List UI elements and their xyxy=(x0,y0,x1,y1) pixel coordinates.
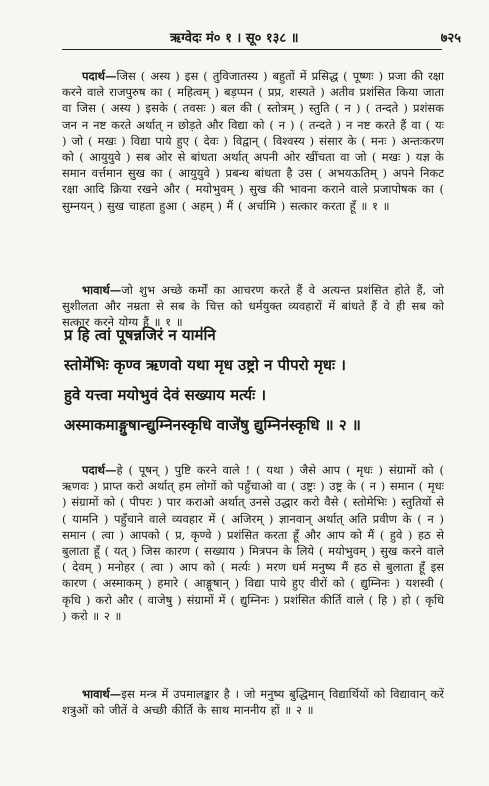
header-rule xyxy=(62,49,442,50)
padartha-1-lead: पदार्थ— xyxy=(82,69,117,83)
bhavartha-2 xyxy=(62,686,444,756)
page-number: ७२५ xyxy=(440,31,461,46)
bhavartha-1-lead: भावार्थ— xyxy=(82,283,122,297)
padartha-2-lead: पदार्थ— xyxy=(82,463,117,477)
bhavartha-2-text: इस मन्त्र में उपमालङ्कार है । जो मनुष्य बुद्धिमान् विद्यार्थियों को विद्यावान् करें शत्रुओं को जीतें वे अच्छी कीर्ति के साथ माननीय हों ॥ २ ॥ xyxy=(62,687,444,718)
padartha-1-text: जिस ( अस्य ) इस ( तुविजातस्य ) बहुतों में प्रसिद्ध ( पूष्णः ) प्रजा की रक्षा करने वाले राजपुरुष का ( महित्वम् ) बड़प्पन ( प्रप्र, शस्यते ) अतीव प्रशंसित किया जाता वा जिस ( अस्य ) इसके ( तवसः ) बल की ( स्तोत्रम् ) स्तुति ( न ) ( तन्दते ) प्रशंसक जन न नष्ट करते अर्थात् न छोड़ते और विद्या को ( न ) ( तन्दते ) न नष्ट करते हैं वा ( यः ) जो ( मखः ) विद्या पाये हुए ( देवः ) विद्वान् ( विश्वस्य ) संसार के ( मनः ) अन्तःकरण को ( आयुयुवे ) सब ओर से बांधता अर्थात् अपनी ओर खींचता वा जो ( मखः ) यज्ञ के समान वर्त्तमान सुख का ( आयुयुवे ) प्रबन्ध बांधता है उस ( अभयऊतिम् ) अपने निकट रक्षा आदि क्रिया रखने और ( मयोभुवम् ) सुख की भावना कराने वाले प्रजापोषक का ( सुम्नयन् ) सुख चाहता हुआ ( अहम् ) मैं ( अर्चामि ) सत्कार करता हूँ ॥ १ ॥ xyxy=(62,69,444,213)
mantra-line: प्र हि त्वां पूषन्नजिरं न याम॑नि xyxy=(64,326,216,344)
mantra-verse xyxy=(64,320,454,440)
mantra-line: स्तोमे॑भिः कृण्व ऋणवो यथा मृध उष्ट्रो न पीपरो मृधः । xyxy=(64,356,346,374)
bhavartha-1-text: जो शुभ अच्छे कर्मों का आचरण करते हैं वे अत्यन्त प्रशंसित होते हैं, जो सुशीलता और नम्रता से सब के चित्त को धर्मयुक्त व्यवहारों में बांधते हैं वे ही सब को सत्कार करने योग्य हैं ॥ १ ॥ xyxy=(62,283,444,330)
running-title: ऋग्वेदः मं० १ । सू० १३८ ॥ xyxy=(170,31,299,46)
padartha-2 xyxy=(62,462,444,682)
mantra-line: हुवे यत्त्वा मयोभुवं देवं सख्याय मर्त्यः । xyxy=(64,386,267,404)
mantra-line: अस्माकमाङ्गुषान्द्युम्निनस्कृधि वाजे॑षु द्युम्निन॑स्कृधि ॥ २ ॥ xyxy=(64,416,361,434)
bhavartha-2-lead: भावार्थ— xyxy=(82,687,122,701)
padartha-1 xyxy=(62,68,444,280)
padartha-2-text: हे ( पूषन् ) पुष्टि करने वाले ! ( यथा ) जैसे आप ( मृधः ) संग्रामों को ( ऋणवः ) प्राप्त करो अर्थात् हम लोगों को पहुँचाओ वा ( उष्ट्रः ) उष्ट्र के ( न ) समान ( मृधः ) संग्रामों को ( पीपरः ) पार कराओ अर्थात् उनसे उद्धार करो वैसे ( स्तोमेभिः ) स्तुतियों से ( यामनि ) पहुँचाने वाले व्यवहार में ( अजिरम् ) ज्ञानवान् अर्थात् अति प्रवीण के ( न ) समान ( त्वा ) आपको ( प्र, कृण्वे ) प्रशंसित करता हूँ और आप को मैं ( हुवे ) हठ से बुलाता हूँ ( यत् ) जिस कारण ( सख्याय ) मित्रपन के लिये ( मयोभुवम् ) सुख करने वाले ( देवम् ) मनोहर ( त्वा ) आप को ( मर्त्यः ) मरण धर्म मनुष्य मैं हठ से बुलाता हूँ इस कारण ( अस्माकम् ) हमारे ( आङ्गूषान् ) विद्या पाये हुए वीरों को ( द्युम्निनः ) यशस्वी ( कृधि ) करो और ( वाजेषु ) संग्रामों में ( द्युम्निनः ) प्रशंसित कीर्ति वाले ( हि ) हो ( कृधि ) करो ॥ २ ॥ xyxy=(62,463,444,623)
page-header xyxy=(0,28,489,48)
